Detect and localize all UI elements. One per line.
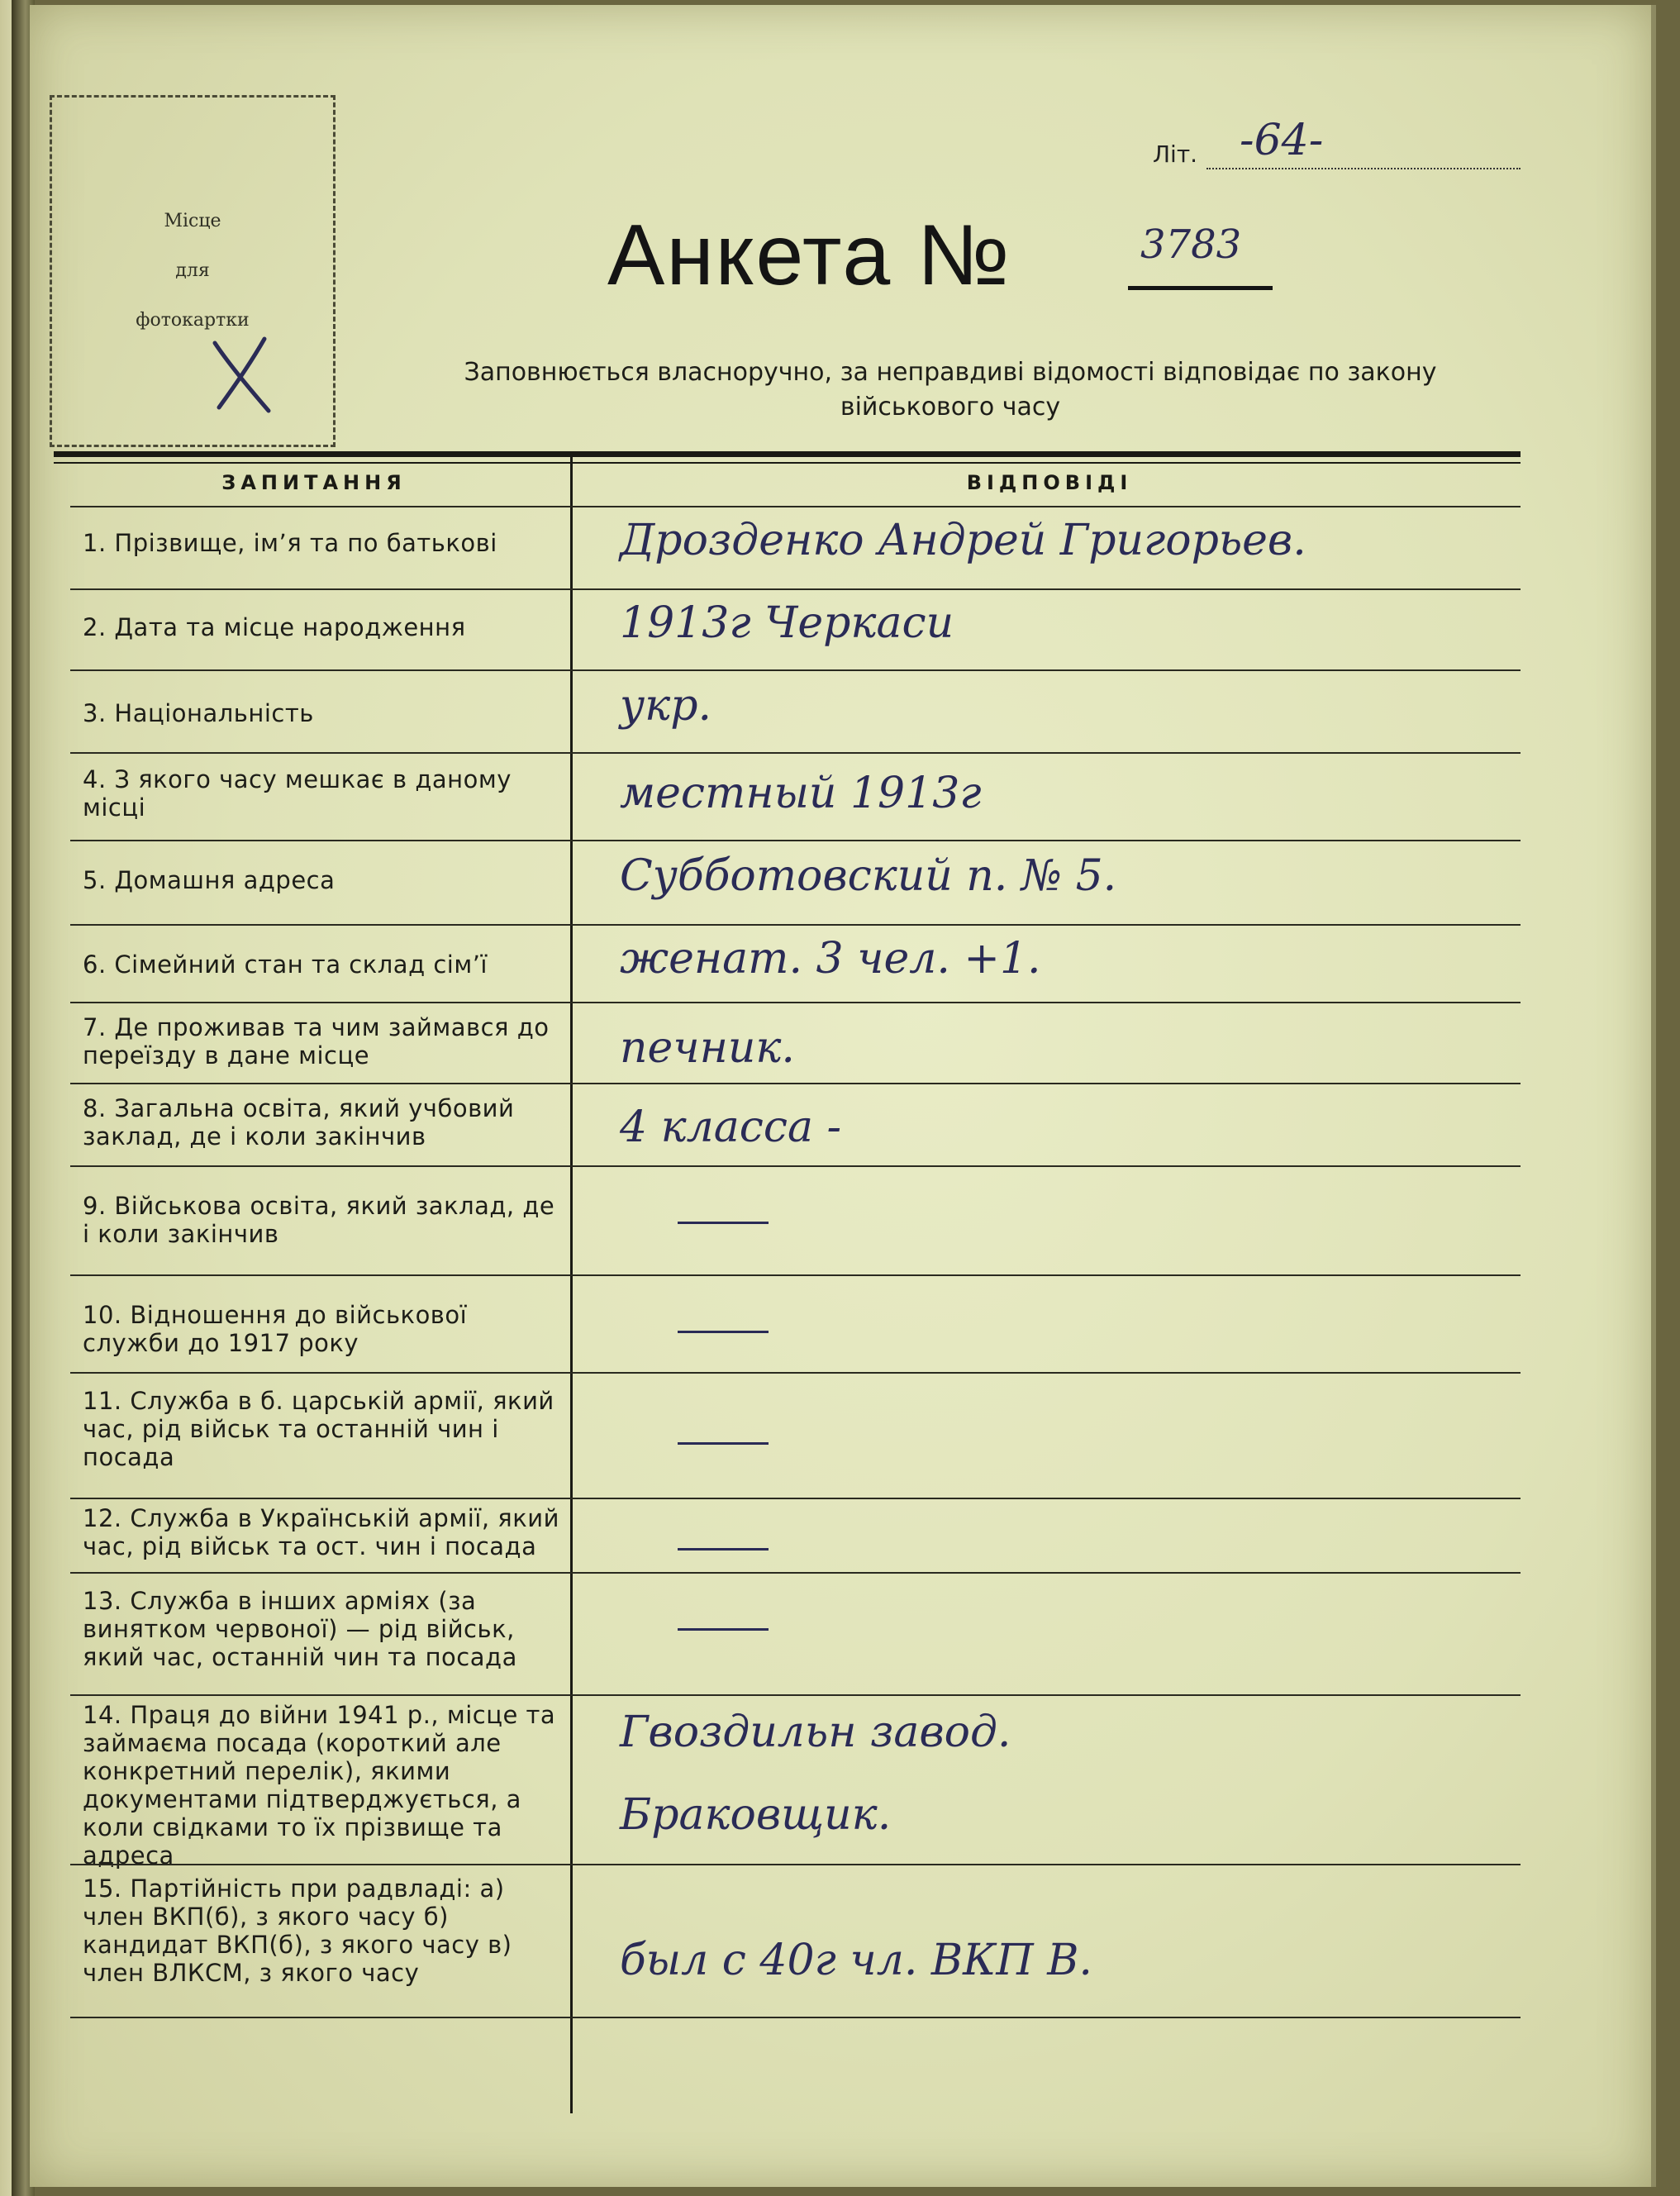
photo-label-1: Місце [164, 211, 221, 231]
answer-11-dash [678, 1442, 769, 1445]
row-rule [70, 669, 1521, 671]
lit-value: -64- [1240, 116, 1324, 165]
answer-13-dash [678, 1628, 769, 1631]
answer-15: был с 40г чл. ВКП В. [620, 1936, 1092, 1985]
row-rule [70, 1498, 1521, 1499]
row-rule [70, 1572, 1521, 1574]
answer-14: Гвоздильн завод. [620, 1708, 1011, 1757]
row-rule [70, 1864, 1521, 1865]
question-14: 14. Праця до війни 1941 р., місце та займаєма посада (короткий але конкретний перелік), якими документами підтверджується, а коли свідками то їх прізвище та адреса [83, 1701, 556, 1870]
lit-line [1206, 168, 1521, 169]
answer-5: Субботовский п. № 5. [620, 851, 1117, 901]
answer-2: 1913г Черкаси [620, 598, 954, 648]
answer-9-dash [678, 1222, 769, 1224]
row-rule [70, 1372, 1521, 1374]
photo-placeholder [50, 95, 336, 447]
question-15: 15. Партійність при радвладі: а) член ВКП(б), з якого часу б) кандидат ВКП(б), з якого часу в) член ВЛКСМ, з якого часу [83, 1874, 512, 1987]
row-rule [70, 588, 1521, 590]
form-number: 3783 [1140, 222, 1242, 268]
question-1: 1. Прізвище, ім’я та по батькові [83, 529, 497, 557]
question-11: 11. Служба в б. царській армії, який час, рід військ та останній чин і посада [83, 1387, 554, 1471]
question-3: 3. Національність [83, 699, 314, 727]
photo-x-mark [207, 335, 281, 417]
answer-14-line-2: Браковщик. [620, 1790, 892, 1840]
photo-label-2: для [175, 260, 210, 281]
question-2: 2. Дата та місце народження [83, 613, 466, 641]
question-8: 8. Загальна освіта, який учбовий заклад, де і коли закінчив [83, 1094, 515, 1150]
question-10: 10. Відношення до військової служби до 1917 року [83, 1301, 468, 1357]
table-bottom-rule [70, 2017, 1521, 2018]
row-rule [70, 840, 1521, 841]
row-rule [70, 924, 1521, 926]
row-rule [70, 1694, 1521, 1696]
row-rule [70, 1083, 1521, 1084]
row-rule [70, 1165, 1521, 1167]
row-rule [70, 752, 1521, 754]
question-6: 6. Сімейний стан та склад сім’ї [83, 950, 488, 979]
question-9: 9. Військова освіта, який заклад, де і коли закінчив [83, 1192, 555, 1248]
answer-3: укр. [620, 681, 712, 731]
question-12: 12. Служба в Українській армії, який час, рід військ та ост. чин і посада [83, 1504, 559, 1560]
row-rule [70, 506, 1521, 507]
row-rule [70, 1274, 1521, 1276]
table-top-rule [54, 451, 1521, 457]
answer-4: местный 1913г [620, 769, 982, 818]
header-questions: ЗАПИТАННЯ [221, 471, 407, 494]
row-rule [70, 1002, 1521, 1003]
answer-12-dash [678, 1548, 769, 1551]
header-answers: ВІДПОВІДІ [966, 471, 1133, 494]
answer-8: 4 класса - [620, 1103, 842, 1152]
title-number-line [1128, 286, 1273, 290]
answer-7: печник. [620, 1023, 795, 1073]
photo-label-3: фотокартки [136, 310, 250, 331]
question-13: 13. Служба в інших арміях (за винятком червоної) — рід військ, який час, останній чин та посада [83, 1587, 517, 1671]
question-4: 4. З якого часу мешкає в даному місці [83, 765, 512, 822]
lit-label: Літ. [1153, 141, 1198, 168]
form-title: Анкета № [607, 207, 1011, 303]
question-7: 7. Де проживав та чим займався до переїзду в дане місце [83, 1013, 550, 1069]
table-top-rule-thin [54, 462, 1521, 464]
answer-10-dash [678, 1331, 769, 1333]
question-5: 5. Домашня адреса [83, 866, 336, 894]
answer-6: женат. 3 чел. +1. [620, 934, 1041, 984]
answer-1: Дрозденко Андрей Григорьев. [620, 516, 1306, 565]
form-subtitle: Заповнюється власноручно, за неправдиві відомості відповідає по закону військового часу [464, 358, 1437, 422]
